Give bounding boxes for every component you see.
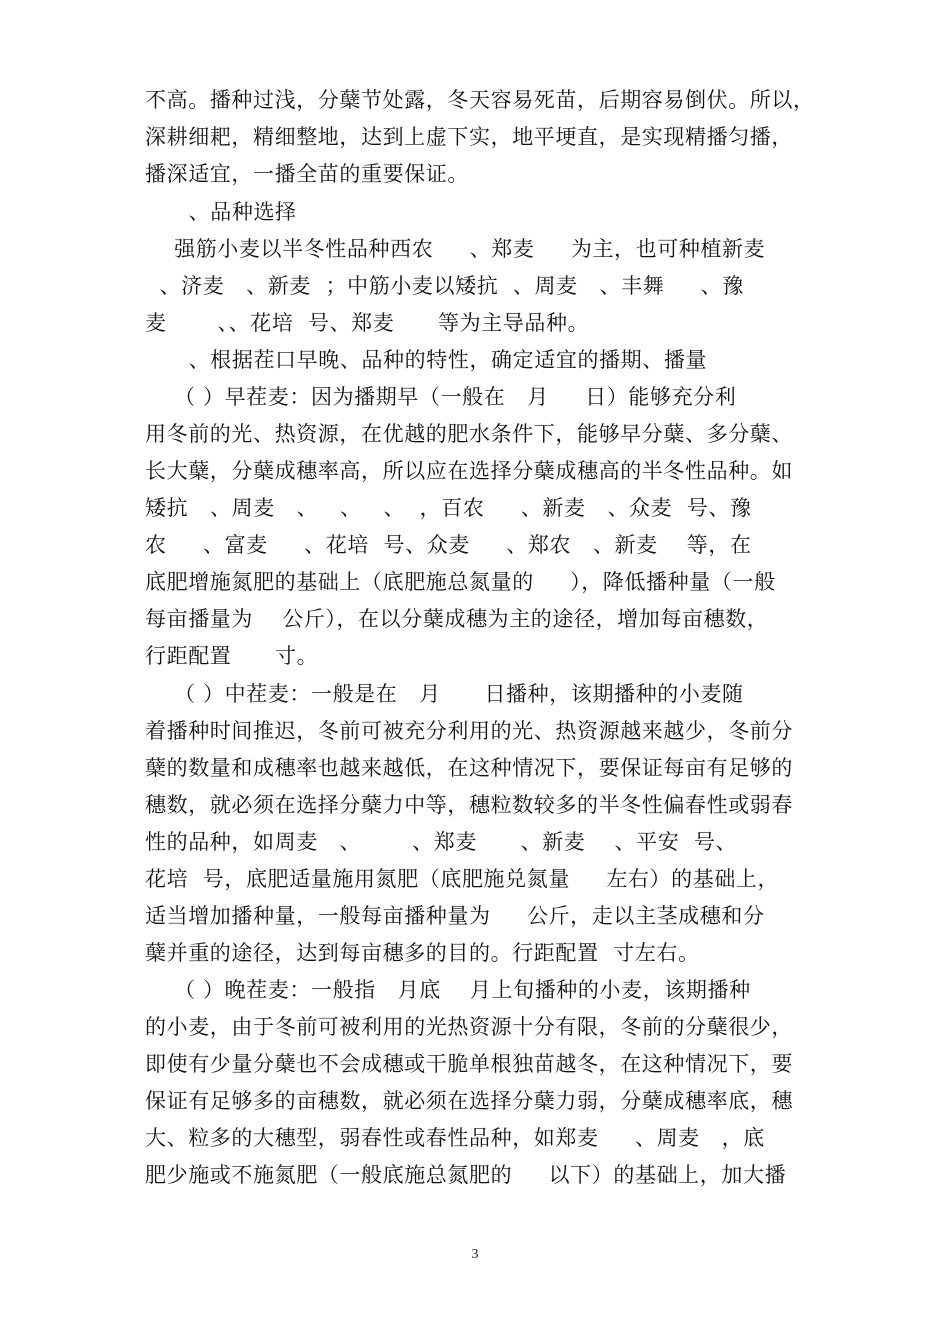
- text-line: 每亩播量为 公斤），在以分蘖成穗为主的途径，增加每亩穗数，: [145, 607, 769, 631]
- text-line: 着播种时间推迟，冬前可被充分利用的光、热资源越来越少，冬前分: [145, 719, 793, 743]
- text-line: 性的品种，如周麦 、 、郑麦 、新麦 、平安 号、: [145, 830, 738, 854]
- text-line: 底肥增施氮肥的基础上（底肥施总氮量的 ），降低播种量（一般: [145, 570, 776, 594]
- text-line: 麦 、、花培 号、郑麦 等为主导品种。: [145, 311, 590, 335]
- text-line: 蘖并重的途径，达到每亩穗多的目的。行距配置 寸左右。: [145, 941, 700, 965]
- text-line: 花培 号，底肥适量施用氮肥（底肥施兑氮量 左右）的基础上，: [145, 867, 780, 891]
- section-heading: 、品种选择: [145, 200, 297, 224]
- text-line: 穗数，就必须在选择分蘖力中等，穗粒数较多的半冬性偏春性或弱春: [145, 793, 793, 817]
- text-line: 矮抗 、周麦 、 、 、 ，百农 、新麦 、众麦 号、豫: [145, 496, 752, 520]
- text-line: 播深适宜，一播全苗的重要保证。: [145, 162, 469, 186]
- text-line: 用冬前的光、热资源，在优越的肥水条件下，能够早分蘖、多分蘖、: [145, 422, 793, 446]
- text-line: 保证有足够多的亩穗数，就必须在选择分蘖力弱，分蘖成穗率底，穗: [145, 1089, 793, 1113]
- page-number: 3: [471, 1247, 479, 1262]
- text-line: 蘖的数量和成穗率也越来越低，在这种情况下，要保证每亩有足够的: [145, 756, 793, 780]
- text-line: 农 、富麦 、花培 号、众麦 、郑农 、新麦 等，在: [145, 533, 752, 557]
- text-line: 适当增加播种量，一般每亩播种量为 公斤，走以主茎成穗和分: [145, 904, 765, 928]
- text-line: 即使有少量分蘖也不会成穗或干脆单根独苗越冬，在这种情况下，要: [145, 1052, 793, 1076]
- text-line: 强筋小麦以半冬性品种西农 、郑麦 为主，也可种植新麦: [145, 237, 766, 261]
- text-line: 不高。播种过浅，分蘖节处露，冬天容易死苗，后期容易倒伏。所以，: [145, 88, 815, 112]
- text-line: 深耕细耙，精细整地，达到上虚下实，地平埂直，是实现精播匀播，: [145, 125, 793, 149]
- text-line: 、济麦 、新麦 ；中筋小麦以矮抗 、周麦 、丰舞 、豫: [145, 274, 744, 298]
- text-line: 的小麦，由于冬前可被利用的光热资源十分有限，冬前的分蘖很少，: [145, 1015, 793, 1039]
- text-line: 肥少施或不施氮肥（一般底施总氮肥的 以下）的基础上，加大播: [145, 1163, 787, 1187]
- text-line: 长大蘖，分蘖成穗率高，所以应在选择分蘖成穗高的半冬性品种。如: [145, 459, 793, 483]
- text-line: （ ）晚茬麦：一般指 月底 月上旬播种的小麦，该期播种: [145, 978, 751, 1002]
- section-heading: 、根据茬口早晚、品种的特性，确定适宜的播期、播量: [145, 348, 708, 372]
- text-line: （ ）早茬麦：因为播期早（一般在 月 日）能够充分利: [145, 385, 737, 409]
- text-line: 行距配置 寸。: [145, 644, 319, 668]
- text-line: 大、粒多的大穗型，弱春性或春性品种，如郑麦 、周麦 ，底: [145, 1126, 765, 1150]
- text-line: （ ）中茬麦：一般是在 月 日播种，该期播种的小麦随: [145, 682, 744, 706]
